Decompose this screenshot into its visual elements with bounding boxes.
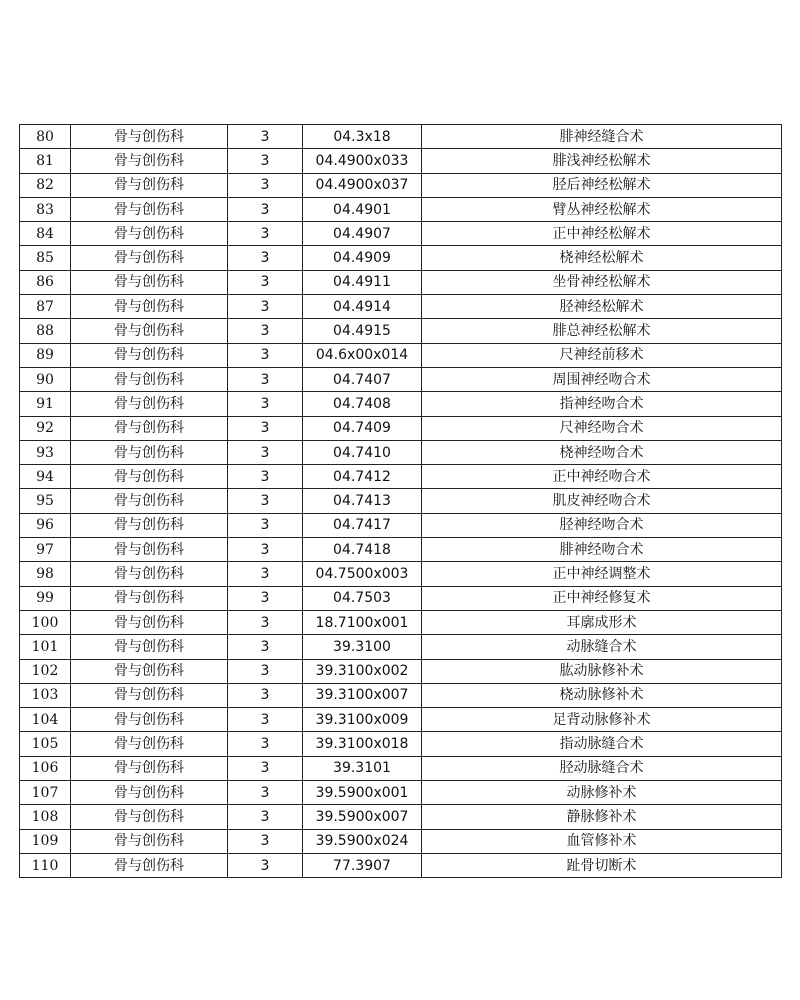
table-row <box>20 708 782 732</box>
procedure-name-cell: 正中神经吻合术 <box>422 465 782 489</box>
level-cell: 3 <box>228 805 303 829</box>
level-cell: 3 <box>228 781 303 805</box>
table-row <box>20 295 782 319</box>
level-cell: 3 <box>228 222 303 246</box>
department-cell: 骨与创伤科 <box>71 610 228 634</box>
table-row <box>20 222 782 246</box>
procedure-code-cell: 04.7418 <box>303 538 422 562</box>
procedure-code-cell: 39.5900x024 <box>303 829 422 853</box>
procedure-name-cell: 动脉缝合术 <box>422 635 782 659</box>
department-cell: 骨与创伤科 <box>71 659 228 683</box>
row-number-cell: 98 <box>20 562 71 586</box>
procedure-code-cell: 04.7408 <box>303 392 422 416</box>
procedure-name-cell: 正中神经调整术 <box>422 562 782 586</box>
procedure-name-cell: 尺神经前移术 <box>422 343 782 367</box>
procedure-code-cell: 04.7409 <box>303 416 422 440</box>
level-cell: 3 <box>228 829 303 853</box>
department-cell: 骨与创伤科 <box>71 635 228 659</box>
procedure-code-cell: 04.4907 <box>303 222 422 246</box>
procedure-name-cell: 桡动脉修补术 <box>422 683 782 707</box>
table-row <box>20 343 782 367</box>
row-number-cell: 94 <box>20 465 71 489</box>
procedure-name-cell: 胫后神经松解术 <box>422 173 782 197</box>
level-cell: 3 <box>228 683 303 707</box>
department-cell: 骨与创伤科 <box>71 853 228 877</box>
procedure-name-cell: 足背动脉修补术 <box>422 708 782 732</box>
procedure-name-cell: 正中神经修复术 <box>422 586 782 610</box>
table-row <box>20 853 782 877</box>
department-cell: 骨与创伤科 <box>71 683 228 707</box>
level-cell: 3 <box>228 343 303 367</box>
table-row <box>20 465 782 489</box>
level-cell: 3 <box>228 708 303 732</box>
procedure-code-cell: 39.3100x018 <box>303 732 422 756</box>
row-number-cell: 97 <box>20 538 71 562</box>
department-cell: 骨与创伤科 <box>71 513 228 537</box>
procedure-code-cell: 04.7500x003 <box>303 562 422 586</box>
row-number-cell: 89 <box>20 343 71 367</box>
procedure-code-cell: 39.3100x009 <box>303 708 422 732</box>
procedure-table <box>19 124 782 878</box>
table-row <box>20 489 782 513</box>
table-row <box>20 149 782 173</box>
level-cell: 3 <box>228 392 303 416</box>
procedure-code-cell: 18.7100x001 <box>303 610 422 634</box>
row-number-cell: 104 <box>20 708 71 732</box>
procedure-code-cell: 04.4909 <box>303 246 422 270</box>
table-row <box>20 586 782 610</box>
procedure-name-cell: 胫神经松解术 <box>422 295 782 319</box>
row-number-cell: 93 <box>20 440 71 464</box>
level-cell: 3 <box>228 756 303 780</box>
level-cell: 3 <box>228 295 303 319</box>
procedure-name-cell: 腓总神经松解术 <box>422 319 782 343</box>
level-cell: 3 <box>228 125 303 149</box>
level-cell: 3 <box>228 610 303 634</box>
level-cell: 3 <box>228 416 303 440</box>
row-number-cell: 107 <box>20 781 71 805</box>
department-cell: 骨与创伤科 <box>71 222 228 246</box>
procedure-code-cell: 04.4914 <box>303 295 422 319</box>
procedure-name-cell: 正中神经松解术 <box>422 222 782 246</box>
table-row <box>20 610 782 634</box>
table-row <box>20 392 782 416</box>
row-number-cell: 81 <box>20 149 71 173</box>
table-row <box>20 440 782 464</box>
row-number-cell: 80 <box>20 125 71 149</box>
level-cell: 3 <box>228 319 303 343</box>
table-row <box>20 173 782 197</box>
procedure-code-cell: 39.3100 <box>303 635 422 659</box>
procedure-name-cell: 尺神经吻合术 <box>422 416 782 440</box>
procedure-name-cell: 臂丛神经松解术 <box>422 197 782 221</box>
row-number-cell: 109 <box>20 829 71 853</box>
procedure-name-cell: 腓神经吻合术 <box>422 538 782 562</box>
department-cell: 骨与创伤科 <box>71 246 228 270</box>
department-cell: 骨与创伤科 <box>71 125 228 149</box>
table-row <box>20 781 782 805</box>
row-number-cell: 99 <box>20 586 71 610</box>
department-cell: 骨与创伤科 <box>71 538 228 562</box>
procedure-name-cell: 桡神经松解术 <box>422 246 782 270</box>
table-row <box>20 635 782 659</box>
procedure-name-cell: 血管修补术 <box>422 829 782 853</box>
procedure-code-cell: 39.5900x007 <box>303 805 422 829</box>
department-cell: 骨与创伤科 <box>71 829 228 853</box>
procedure-name-cell: 胫神经吻合术 <box>422 513 782 537</box>
procedure-code-cell: 39.5900x001 <box>303 781 422 805</box>
level-cell: 3 <box>228 173 303 197</box>
procedure-name-cell: 耳廓成形术 <box>422 610 782 634</box>
row-number-cell: 82 <box>20 173 71 197</box>
procedure-name-cell: 胫动脉缝合术 <box>422 756 782 780</box>
row-number-cell: 95 <box>20 489 71 513</box>
row-number-cell: 92 <box>20 416 71 440</box>
department-cell: 骨与创伤科 <box>71 367 228 391</box>
row-number-cell: 100 <box>20 610 71 634</box>
level-cell: 3 <box>228 246 303 270</box>
table-row <box>20 319 782 343</box>
procedure-code-cell: 04.7412 <box>303 465 422 489</box>
table-row <box>20 829 782 853</box>
level-cell: 3 <box>228 440 303 464</box>
table-row <box>20 756 782 780</box>
department-cell: 骨与创伤科 <box>71 197 228 221</box>
row-number-cell: 90 <box>20 367 71 391</box>
procedure-name-cell: 肌皮神经吻合术 <box>422 489 782 513</box>
row-number-cell: 87 <box>20 295 71 319</box>
procedure-name-cell: 趾骨切断术 <box>422 853 782 877</box>
level-cell: 3 <box>228 562 303 586</box>
level-cell: 3 <box>228 659 303 683</box>
table-row <box>20 270 782 294</box>
level-cell: 3 <box>228 513 303 537</box>
table-row <box>20 805 782 829</box>
procedure-name-cell: 坐骨神经松解术 <box>422 270 782 294</box>
procedure-code-cell: 39.3101 <box>303 756 422 780</box>
level-cell: 3 <box>228 732 303 756</box>
level-cell: 3 <box>228 489 303 513</box>
department-cell: 骨与创伤科 <box>71 270 228 294</box>
department-cell: 骨与创伤科 <box>71 465 228 489</box>
procedure-code-cell: 04.4900x037 <box>303 173 422 197</box>
procedure-name-cell: 指动脉缝合术 <box>422 732 782 756</box>
department-cell: 骨与创伤科 <box>71 781 228 805</box>
level-cell: 3 <box>228 586 303 610</box>
procedure-code-cell: 04.7417 <box>303 513 422 537</box>
row-number-cell: 96 <box>20 513 71 537</box>
procedure-code-cell: 04.6x00x014 <box>303 343 422 367</box>
row-number-cell: 106 <box>20 756 71 780</box>
table-row <box>20 416 782 440</box>
department-cell: 骨与创伤科 <box>71 562 228 586</box>
procedure-table-body <box>20 125 782 878</box>
procedure-code-cell: 04.4901 <box>303 197 422 221</box>
table-row <box>20 683 782 707</box>
procedure-code-cell: 04.7503 <box>303 586 422 610</box>
table-row <box>20 197 782 221</box>
department-cell: 骨与创伤科 <box>71 295 228 319</box>
level-cell: 3 <box>228 635 303 659</box>
procedure-code-cell: 04.3x18 <box>303 125 422 149</box>
row-number-cell: 105 <box>20 732 71 756</box>
department-cell: 骨与创伤科 <box>71 586 228 610</box>
procedure-name-cell: 腓浅神经松解术 <box>422 149 782 173</box>
level-cell: 3 <box>228 149 303 173</box>
row-number-cell: 88 <box>20 319 71 343</box>
table-row <box>20 562 782 586</box>
table-row <box>20 246 782 270</box>
department-cell: 骨与创伤科 <box>71 343 228 367</box>
procedure-name-cell: 指神经吻合术 <box>422 392 782 416</box>
table-row <box>20 367 782 391</box>
department-cell: 骨与创伤科 <box>71 756 228 780</box>
level-cell: 3 <box>228 538 303 562</box>
procedure-code-cell: 39.3100x002 <box>303 659 422 683</box>
row-number-cell: 91 <box>20 392 71 416</box>
procedure-name-cell: 静脉修补术 <box>422 805 782 829</box>
procedure-name-cell: 肱动脉修补术 <box>422 659 782 683</box>
department-cell: 骨与创伤科 <box>71 708 228 732</box>
procedure-code-cell: 39.3100x007 <box>303 683 422 707</box>
level-cell: 3 <box>228 465 303 489</box>
row-number-cell: 103 <box>20 683 71 707</box>
table-row <box>20 732 782 756</box>
department-cell: 骨与创伤科 <box>71 732 228 756</box>
procedure-code-cell: 04.4915 <box>303 319 422 343</box>
level-cell: 3 <box>228 197 303 221</box>
row-number-cell: 86 <box>20 270 71 294</box>
department-cell: 骨与创伤科 <box>71 489 228 513</box>
procedure-code-cell: 04.7410 <box>303 440 422 464</box>
row-number-cell: 85 <box>20 246 71 270</box>
department-cell: 骨与创伤科 <box>71 392 228 416</box>
procedure-code-cell: 04.4900x033 <box>303 149 422 173</box>
row-number-cell: 84 <box>20 222 71 246</box>
procedure-name-cell: 腓神经缝合术 <box>422 125 782 149</box>
procedure-code-cell: 04.7407 <box>303 367 422 391</box>
table-row <box>20 125 782 149</box>
row-number-cell: 83 <box>20 197 71 221</box>
department-cell: 骨与创伤科 <box>71 416 228 440</box>
procedure-name-cell: 周围神经吻合术 <box>422 367 782 391</box>
level-cell: 3 <box>228 853 303 877</box>
row-number-cell: 101 <box>20 635 71 659</box>
table-row <box>20 513 782 537</box>
table-row <box>20 538 782 562</box>
procedure-name-cell: 桡神经吻合术 <box>422 440 782 464</box>
level-cell: 3 <box>228 270 303 294</box>
procedure-code-cell: 77.3907 <box>303 853 422 877</box>
row-number-cell: 108 <box>20 805 71 829</box>
level-cell: 3 <box>228 367 303 391</box>
row-number-cell: 102 <box>20 659 71 683</box>
department-cell: 骨与创伤科 <box>71 173 228 197</box>
table-row <box>20 659 782 683</box>
department-cell: 骨与创伤科 <box>71 149 228 173</box>
department-cell: 骨与创伤科 <box>71 319 228 343</box>
department-cell: 骨与创伤科 <box>71 805 228 829</box>
procedure-name-cell: 动脉修补术 <box>422 781 782 805</box>
department-cell: 骨与创伤科 <box>71 440 228 464</box>
procedure-code-cell: 04.7413 <box>303 489 422 513</box>
procedure-code-cell: 04.4911 <box>303 270 422 294</box>
row-number-cell: 110 <box>20 853 71 877</box>
